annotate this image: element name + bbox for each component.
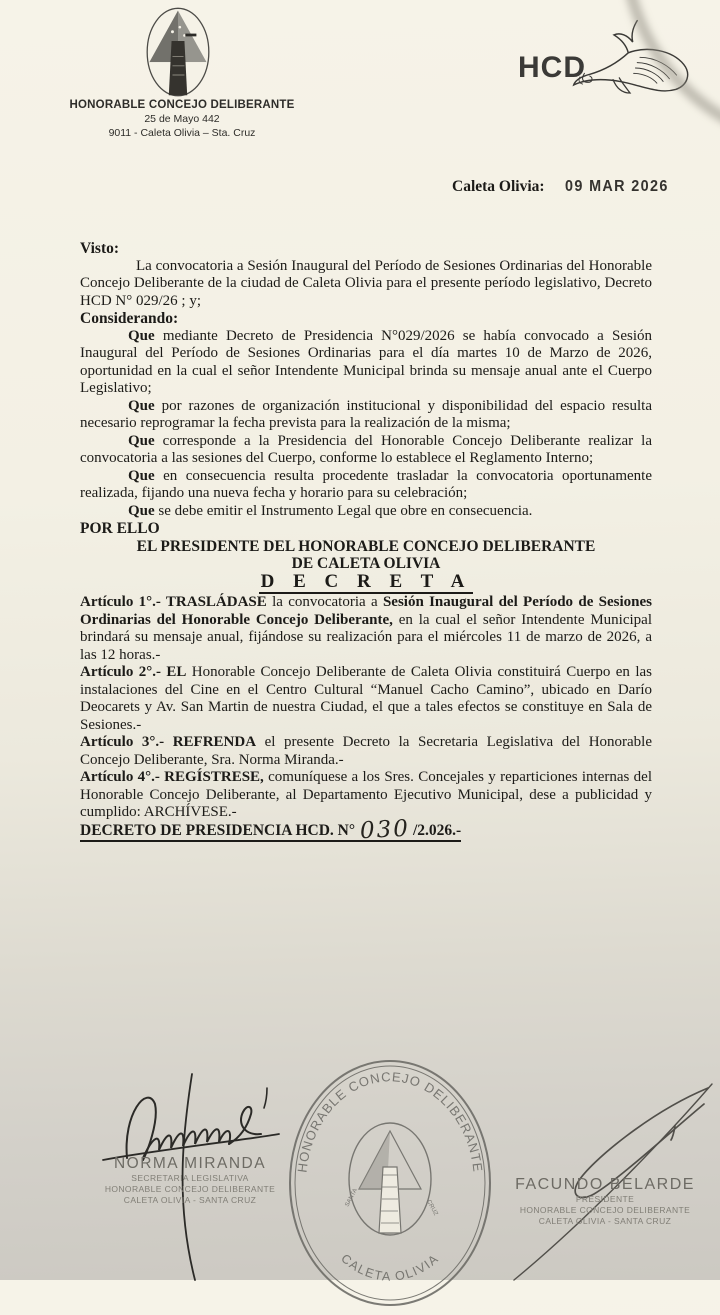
decree-number-prefix: DECRETO DE PRESIDENCIA HCD. N° [80, 821, 356, 839]
secretary-org: HONORABLE CONCEJO DELIBERANTE [104, 1184, 276, 1194]
president-name: FACUNDO BELARDE [515, 1176, 695, 1193]
considerando-item [80, 328, 652, 398]
visto-paragraph: La convocatoria a Sesión Inaugural del Período de Sesiones Ordinarias del Honorable Concejo Deliberante de la ciudad de Caleta Olivia para el presente período legislativo, Decreto HCD N° 029/26 ; y; [80, 257, 652, 309]
article-text: comuníquese a los Sres. Concejales y reparticiones internas del Honorable Concejo Deliberante, al Departamento Ejecutivo Municipal, dese a publicidad y cumplido: ARCHÍVESE.- [80, 769, 652, 820]
article-lead: Artículo 3°.- REFRENDA [80, 734, 257, 750]
considerando-item [80, 398, 652, 433]
decreta-heading: D E C R E T A [259, 573, 474, 595]
org-name: HONORABLE CONCEJO DELIBERANTE [69, 99, 295, 111]
article-lead: Artículo 2°.- EL [80, 664, 187, 680]
secretary-name: NORMA MIRANDA [113, 1155, 267, 1172]
article-4 [80, 769, 652, 822]
decree-body [80, 240, 652, 842]
date-place-label: Caleta Olivia: [452, 178, 545, 195]
hcd-logo-text: HCD [518, 51, 586, 84]
que-body: por razones de organización institucional y disponibilidad del espacio resulta necesario reprogramar la fecha prevista para la realización de la misma; [80, 397, 652, 431]
por-ello: POR ELLO [80, 520, 160, 537]
decree-number-underlined [80, 815, 462, 844]
secretary-signature-block [88, 1155, 292, 1206]
que-body: se debe emitir el Instrumento Legal que obre en consecuencia. [154, 502, 533, 519]
que-lead: Que [128, 327, 155, 344]
council-oval-stamp [275, 1055, 505, 1315]
org-address-2: 9011 - Caleta Olivia – Sta. Cruz [108, 127, 256, 139]
considerando-item [80, 503, 652, 521]
stamp-side-right-text: CRUZ [425, 1199, 439, 1217]
article-lead: Artículo 4°.- REGÍSTRESE, [80, 769, 264, 785]
svg-text:CALETA OLIVIA [338, 1251, 441, 1284]
secretary-title: SECRETARIA LEGISLATIVA [131, 1173, 249, 1183]
stamp-top-text: HONORABLE CONCEJO DELIBERANTE [294, 1069, 486, 1174]
org-address-1: 25 de Mayo 442 [144, 113, 220, 125]
considerando-item [80, 468, 652, 503]
letterhead-org-block [62, 99, 302, 139]
article-text: la convocatoria a [266, 594, 383, 610]
que-lead: Que [128, 432, 155, 449]
article-lead: Artículo 1°.- TRASLÁDASE [80, 594, 267, 610]
decree-number-line [80, 815, 652, 844]
president-heading-2: DE CALETA OLIVIA [291, 555, 441, 572]
stamp-side-left-text: SANTA [344, 1187, 359, 1208]
article-text: el presente Decreto la Secretaria Legislativa del Honorable Concejo Deliberante, Sra. Norma Miranda.- [80, 734, 653, 768]
article-1 [80, 594, 652, 664]
president-signature-block [498, 1176, 712, 1227]
considerando-label: Considerando: [80, 310, 179, 327]
date-stamp: 09 MAR 2026 [564, 178, 669, 195]
article-text: en la cual el señor Intendente Municipal brindará su mensaje anual, fijándose su realización para el miércoles 11 de marzo de 2026, a las 12 horas.- [80, 611, 652, 663]
svg-text:HONORABLE CONCEJO DELIBERANTE [294, 1069, 485, 1173]
secretary-location: CALETA OLIVIA - SANTA CRUZ [123, 1195, 257, 1205]
que-body: corresponde a la Presidencia del Honorable Concejo Deliberante realizar la convocatoria a las sesiones del Cuerpo, conforme lo establece el Reglamento Interno; [80, 432, 652, 466]
article-3 [80, 734, 652, 769]
que-lead: Que [128, 467, 155, 484]
considerando-item [80, 433, 652, 468]
hcd-logo [495, 15, 695, 110]
que-lead: Que [128, 502, 155, 519]
article-bold-text: Sesión Inaugural del Período de Sesiones Ordinarias del Honorable Concejo Deliberante, [80, 594, 652, 628]
president-org: HONORABLE CONCEJO DELIBERANTE [519, 1205, 691, 1215]
president-location: CALETA OLIVIA - SANTA CRUZ [538, 1216, 672, 1226]
que-lead: Que [128, 397, 155, 414]
visto-label: Visto: [80, 240, 120, 257]
decreta-heading-wrap [80, 570, 652, 595]
article-text: Honorable Concejo Deliberante de Caleta Olivia constituirá Cuerpo en las instalaciones del Cine en el Centro Cultural “Manuel Cacho Camino”, ubicado en Darío Deocarets y Av. San Martin de nuestra Ciudad, el que a tales efectos se constituye en Sala de Sesiones.- [80, 664, 652, 733]
council-emblem-icon [142, 6, 214, 98]
stamp-bottom-text: CALETA OLIVIA [338, 1251, 442, 1284]
decree-number-suffix: /2.026.- [412, 821, 462, 839]
que-body: mediante Decreto de Presidencia N°029/2026 se había convocado a Sesión Inaugural del Período de Sesiones Ordinarias para el día martes 10 de Marzo de 2026, oportunidad en la cual el señor Intendente Municipal brinda su mensaje anual ante el Cuerpo Legislativo; [80, 327, 652, 396]
president-title: PRESIDENTE [575, 1194, 635, 1204]
dateline [452, 178, 680, 196]
president-heading-1: EL PRESIDENTE DEL HONORABLE CONCEJO DELIBERANTE [136, 537, 596, 555]
article-2 [80, 664, 652, 734]
que-body: en consecuencia resulta procedente trasladar la convocatoria oportunamente realizada, fijando una nueva fecha y horario para su celebración; [80, 467, 652, 501]
decree-number-handwritten: 030 [359, 815, 411, 844]
